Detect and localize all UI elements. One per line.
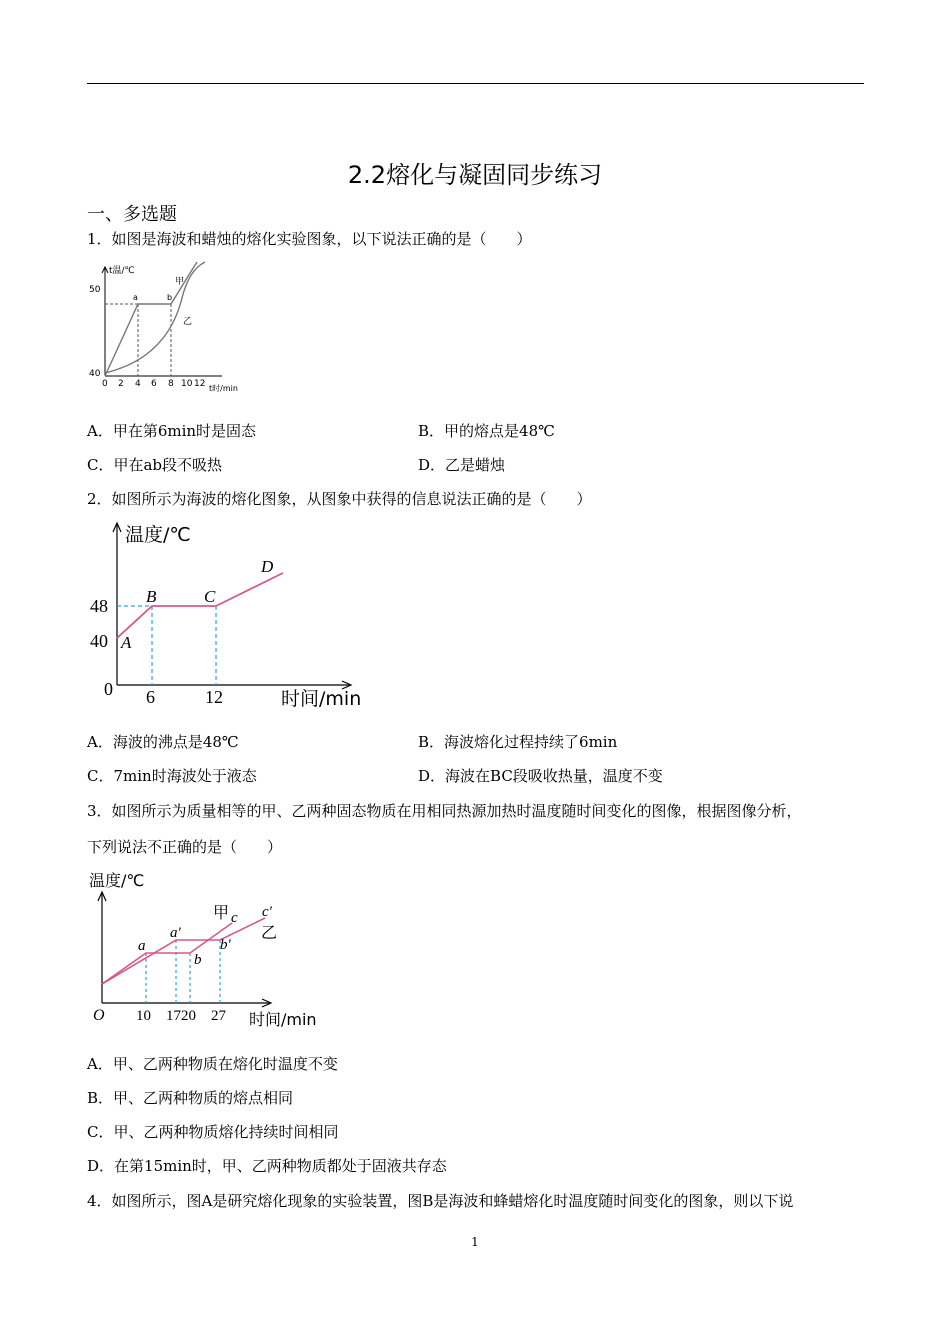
q1-x-tick-0: 0 [102, 379, 108, 389]
q2-option-b: B．海波熔化过程持续了6min [418, 733, 618, 751]
q2-point-b: B [146, 587, 157, 606]
q3-stem-line2: 下列说法不正确的是（ ） [87, 838, 283, 856]
q2-x-tick-6: 6 [146, 687, 155, 707]
q3-option-c: C．甲、乙两种物质熔化持续时间相同 [87, 1123, 339, 1141]
q2-figure [87, 515, 377, 715]
q3-label-jia: 甲 [213, 903, 230, 922]
q3-option-a: A．甲、乙两种物质在熔化时温度不变 [87, 1055, 338, 1073]
q1-x-tick-6: 6 [151, 379, 157, 389]
q3-x-tick-10: 10 [136, 1008, 151, 1024]
q1-x-tick-2: 2 [118, 379, 124, 389]
q1-x-tick-10: 10 [181, 379, 193, 389]
q3-option-b: B．甲、乙两种物质的熔点相同 [87, 1089, 294, 1107]
q3-stem-line1: 3．如图所示为质量相等的甲、乙两种固态物质在用相同热源加热时温度随时间变化的图像，根据图像分析， [87, 802, 802, 820]
q3-curve-yi [102, 918, 265, 984]
q1-option-a: A．甲在第6min时是固态 [87, 422, 257, 440]
q3-label-yi: 乙 [261, 923, 278, 942]
q3-origin: O [93, 1007, 105, 1024]
q1-label-yi: 乙 [183, 317, 193, 327]
q1-point-a: a [133, 293, 138, 302]
q1-x-label: t时/min [209, 384, 238, 393]
q3-x-tick-1720: 1720 [166, 1008, 196, 1024]
q1-x-tick-8: 8 [168, 379, 174, 389]
q2-option-a: A．海波的沸点是48℃ [87, 733, 239, 751]
q2-y-tick-48: 48 [90, 596, 108, 616]
q1-y-tick-40: 40 [89, 369, 101, 379]
q3-point-a-prime: a′ [170, 925, 181, 941]
q2-x-label: 时间/min [281, 688, 362, 710]
q2-x-tick-12: 12 [205, 687, 223, 707]
q3-x-tick-27: 27 [211, 1008, 226, 1024]
q3-figure [87, 866, 327, 1036]
q4-stem: 4．如图所示，图A是研究熔化现象的实验装置，图B是海波和蜂蜡熔化时温度随时间变化的图象，则以下说 [87, 1192, 794, 1210]
q1-y-tick-50: 50 [89, 285, 101, 295]
q1-option-d: D．乙是蜡烛 [418, 456, 506, 474]
q2-point-a: A [121, 633, 132, 652]
q1-point-b: b [167, 293, 173, 302]
q3-point-b-prime: b′ [220, 937, 231, 953]
q3-point-b: b [194, 952, 202, 968]
q3-point-c-prime: c′ [262, 904, 272, 920]
header-rule [87, 83, 864, 84]
page-number: 1 [471, 1235, 479, 1249]
q3-point-a: a [138, 938, 146, 954]
q3-y-label: 温度/℃ [89, 871, 145, 890]
q1-x-tick-4: 4 [135, 379, 141, 389]
q2-point-d: D [261, 557, 274, 576]
q1-option-c: C．甲在ab段不吸热 [87, 456, 223, 474]
q1-label-jia: 甲 [175, 277, 185, 287]
q2-stem: 2．如图所示为海波的熔化图象，从图象中获得的信息说法正确的是（ ） [87, 490, 592, 508]
q3-curve-jia [102, 923, 232, 984]
q2-y-label: 温度/℃ [125, 524, 191, 546]
q2-point-c: C [204, 587, 216, 606]
q3-option-d: D．在第15min时，甲、乙两种物质都处于固液共存态 [87, 1157, 447, 1175]
q1-option-b: B．甲的熔点是48℃ [418, 422, 555, 440]
q3-x-label: 时间/min [249, 1010, 317, 1029]
q1-stem: 1．如图是海波和蜡烛的熔化实验图象，以下说法正确的是（ ） [87, 230, 532, 248]
q2-y-tick-40: 40 [90, 631, 108, 651]
q2-origin: 0 [104, 679, 113, 699]
q3-point-c: c [231, 910, 238, 926]
q1-x-tick-12: 12 [194, 379, 206, 389]
q1-figure [87, 258, 247, 398]
section-heading: 一、多选题 [87, 204, 177, 225]
q2-option-c: C．7min时海波处于液态 [87, 767, 257, 785]
q2-option-d: D．海波在BC段吸收热量，温度不变 [418, 767, 663, 785]
q1-y-label: t温/℃ [109, 266, 135, 276]
page-title: 2.2熔化与凝固同步练习 [347, 161, 603, 189]
